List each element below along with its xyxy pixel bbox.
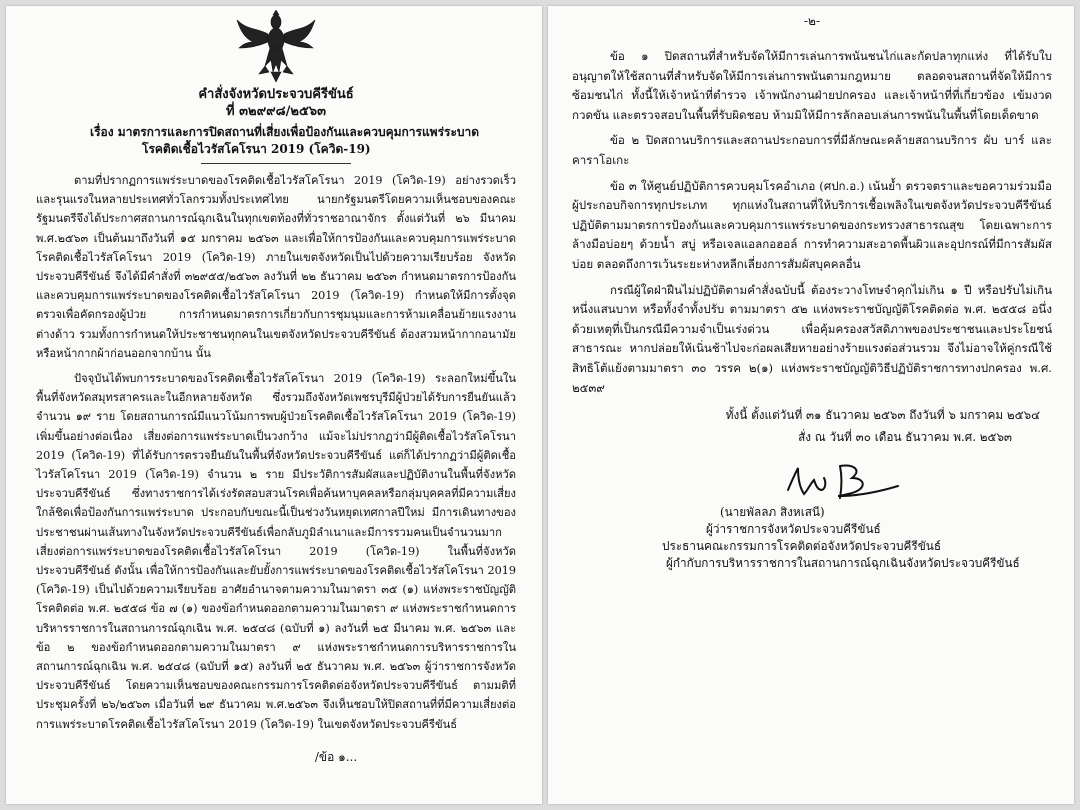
clause-1: ข้อ ๑ ปิดสถานที่สำหรับจัดให้มีการเล่นการพนันชนไก่และกัดปลาทุกแห่ง ที่ได้รับใบอนุญาตให้ใช้สถานที่สำหรับจัดให้มีการเล่นการพนันตามกฎหมาย ตลอดจนสถานที่จัดให้มีการซ้อมชนไก่ ทั้งนี้ให้เจ้าหน้าที่ตำรวจ เจ้าพนักงานฝ่ายปกครอง และเจ้าหน้าที่ที่เกี่ยวข้อง เข้มงวด กวดขัน และตรวจสอบในพื้นที่รับผิดชอบ ห้ามมิให้มีการลักลอบเล่นการพนันในพื้นที่โดยเด็ดขาด [572, 49, 1052, 122]
signer-name: (นายพัลลภ สิงหเสนี) [720, 505, 825, 520]
order-subject [36, 124, 516, 158]
signer-title-committee: ประธานคณะกรรมการโรคติดต่อจังหวัดประจวบคีรีขันธ์ [662, 539, 942, 554]
order-number: ที่ ๓๒๙๙๘/๒๕๖๓ [226, 104, 326, 119]
clause-2: ข้อ ๒ ปิดสถานบริการและสถานประกอบการที่มีลักษณะคล้ายสถานบริการ ผับ บาร์ และคาราโอเกะ [572, 133, 1052, 167]
effective-period: ทั้งนี้ ตั้งแต่วันที่ ๓๑ ธันวาคม ๒๕๖๓ ถึงวันที่ ๖ มกราคม ๒๕๖๔ [725, 408, 1040, 423]
document-page-1 [6, 6, 542, 804]
subject-line-2: โรคติดเชื้อไวรัสโคโรนา 2019 (โควิด-19) [142, 142, 371, 156]
continuation-marker: /ข้อ ๑... [314, 749, 358, 764]
signature-area [572, 460, 1052, 504]
paragraph-current-situation: ปัจจุบันได้พบการระบาดของโรคติดเชื้อไวรัสโคโรนา 2019 (โควิด-19) ระลอกใหม่ขึ้นในพื้นที่จังหวัดสมุทรสาครและในอีกหลายจังหวัด ซึ่งรวมถึงจังหวัดเพชรบุรีมีผู้ป่วยได้รับการยืนยันแล้ว จำนวน ๑๙ ราย โดยสถานการณ์มีแนวโน้มการพบผู้ป่วยโรคติดเชื้อไวรัสโคโรนา 2019 (โควิด-19) เพิ่มขึ้นอย่างต่อเนื่อง เสี่ยงต่อการแพร่ระบาดเป็นวงกว้าง แม้จะไม่ปรากฏว่ามีผู้ติดเชื้อไวรัสโคโรนา 2019 (โควิด-19) ที่ได้รับการตรวจยืนยันในพื้นที่จังหวัดประจวบคีรีขันธ์ แต่ก็ได้ปรากฏว่ามีผู้ติดเชื้อไวรัสโคโรนา 2019 (โควิด-19) จำนวน ๒ ราย มีประวัติการสัมผัสและปฏิบัติงานในพื้นที่จังหวัดประจวบคีรีขันธ์ ซึ่งทางราชการได้เร่งรัดสอบสวนโรคเพื่อค้นหาบุคคลหรือกลุ่มบุคคลที่มีความเสี่ยงใกล้ชิดเพื่อป้องกันการแพร่ระบาด ประกอบกับขณะนี้เป็นช่วงวันหยุดเทศกาลปีใหม่ มีการเดินทางของประชาชนผ่านเส้นทางในจังหวัดประจวบคีรีขันธ์เพื่อกลับภูมิลำเนาและมีการรวมคนเป็นจำนวนมากเสี่ยงต่อการแพร่ระบาดของโรคติดเชื้อไวรัสโคโรนา 2019 (โควิด-19) ในพื้นที่จังหวัดประจวบคีรีขันธ์ ดังนั้น เพื่อให้การป้องกันและยับยั้งการแพร่ระบาดของโรคติดเชื้อไวรัสโคโรนา 2019 (โควิด-19) เป็นไปด้วยความเรียบร้อย อาศัยอำนาจตามความในมาตรา ๓๕ (๑) แห่งพระราชบัญญัติโรคติดต่อ พ.ศ. ๒๕๕๘ ข้อ ๗ (๑) ของข้อกำหนดออกตามความในมาตรา ๙ แห่งพระราชกำหนดการบริหารราชการในสถานการณ์ฉุกเฉิน พ.ศ. ๒๕๔๘ (ฉบับที่ ๑) ลงวันที่ ๒๕ มีนาคม พ.ศ. ๒๕๖๓ และข้อ ๒ ของข้อกำหนดออกตามความในมาตรา ๙ แห่งพระราชกำหนดการบริหารราชการในสถานการณ์ฉุกเฉิน พ.ศ. ๒๕๔๘ (ฉบับที่ ๑๕) ลงวันที่ ๒๕ ธันวาคม พ.ศ. ๒๕๖๓ ผู้ว่าราชการจังหวัดประจวบคีรีขันธ์ โดยความเห็นชอบของคณะกรรมการโรคติดต่อจังหวัดประจวบคีรีขันธ์ ตามมติที่ประชุมครั้งที่ ๒๖/๒๕๖๓ เมื่อวันที่ ๒๙ ธันวาคม พ.ศ.๒๕๖๓ จึงเห็นชอบให้ปิดสถานที่ที่มีความเสี่ยงต่อการแพร่ระบาดโรคติดเชื้อไวรัสโคโรนา 2019 (โควิด-19) ในเขตจังหวัดประจวบคีรีขันธ์ [36, 372, 516, 731]
clause-3: ข้อ ๓ ให้ศูนย์ปฏิบัติการควบคุมโรคอำเภอ (ศปก.อ.) เน้นย้ำ ตรวจตราและขอความร่วมมือผู้ประกอบกิจการทุกประเภท ทุกแห่งในสถานที่ให้บริการเชื้อเพลิงในเขตจังหวัดประจวบคีรีขันธ์ ปฏิบัติตามมาตรการป้องกันและควบคุมการแพร่ระบาดของกระทรวงสาธารณสุข โดยเฉพาะการล้างมือบ่อยๆ ด้วยน้ำ สบู่ หรือเจลแอลกอฮอล์ การทำความสะอาดพื้นผิวและอุปกรณ์ที่มีการสัมผัสบ่อย ตลอดถึงการเว้นระยะห่างหลีกเลี่ยงการสัมผัสบุคคลอื่น [572, 178, 1052, 271]
paragraph-background: ตามที่ปรากฏการแพร่ระบาดของโรคติดเชื้อไวรัสโคโรนา 2019 (โควิด-19) อย่างรวดเร็วและรุนแรงในหลายประเทศทั่วโลกรวมทั้งประเทศไทย นายกรัฐมนตรีโดยความเห็นชอบของคณะรัฐมนตรีจึงได้ประกาศสถานการณ์ฉุกเฉินในทุกเขตท้องที่ทั่วราชอาณาจักร ตั้งแต่วันที่ ๒๖ มีนาคม พ.ศ.๒๕๖๓ เป็นต้นมาถึงวันที่ ๑๕ มกราคม ๒๕๖๓ และเพื่อให้การป้องกันและควบคุมการแพร่ระบาดโรคติดเชื้อไวรัสโคโรนา 2019 (โควิด-19) ภายในเขตจังหวัดเป็นไปด้วยความเรียบร้อย จังหวัดประจวบคีรีขันธ์ จึงได้มีคำสั่งที่ ๓๒๙๕๕/๒๕๖๓ ลงวันที่ ๒๒ ธันวาคม ๒๕๖๓ กำหนดมาตรการป้องกันและควบคุมการแพร่ระบาดของโรคติดเชื้อไวรัสโคโรนา 2019 (โควิด-19) กำหนดให้มีการตั้งจุดตรวจเพื่อคัดกรองผู้ป่วย การกำหนดมาตรการเกี่ยวกับการชุมนุมและการห้ามเคลื่อนย้ายแรงงานต่างด้าว รวมทั้งการกำหนดให้ประชาชนทุกคนในเขตจังหวัดประจวบคีรีขันธ์ ต้องสวมหน้ากากอนามัยหรือหน้ากากผ้าก่อนออกจากบ้าน นั้น [36, 174, 516, 360]
title-divider [201, 163, 351, 164]
page-number: -๒- [803, 14, 821, 28]
signer-block [572, 504, 1052, 572]
signature-icon [782, 460, 902, 504]
signer-title-governor: ผู้ว่าราชการจังหวัดประจวบคีรีขันธ์ [706, 522, 881, 537]
signer-title-emergency: ผู้กำกับการบริหารราชการในสถานการณ์ฉุกเฉินจังหวัดประจวบคีรีขันธ์ [666, 556, 1020, 571]
order-date: สั่ง ณ วันที่ ๓๐ เดือน ธันวาคม พ.ศ. ๒๕๖๓ [798, 430, 1012, 445]
penalty-clause: กรณีผู้ใดฝ่าฝืนไม่ปฏิบัติตามคำสั่งฉบับนี้ ต้องระวางโทษจำคุกไม่เกิน ๑ ปี หรือปรับไม่เกินหนึ่งแสนบาท หรือทั้งจำทั้งปรับ ตามมาตรา ๕๒ แห่งพระราชบัญญัติโรคติดต่อ พ.ศ. ๒๕๕๘ อนึ่ง ด้วยเหตุที่เป็นกรณีมีความจำเป็นเร่งด่วน เพื่อคุ้มครองสวัสดิภาพของประชาชนและประโยชน์สาธารณะ หากปล่อยให้เนิ่นช้าไปจะก่อผลเสียหายอย่างร้ายแรงต่อส่วนรวม จึงไม่อาจให้คู่กรณีใช้สิทธิโต้แย้งตามมาตรา ๓๐ วรรค ๒(๑) แห่งพระราชบัญญัติวิธีปฏิบัติราชการทางปกครอง พ.ศ. ๒๕๓๙ [572, 282, 1052, 395]
document-page-2 [548, 6, 1074, 804]
subject-line-1: เรื่อง มาตรการและการปิดสถานที่เสี่ยงเพื่อป้องกันและควบคุมการแพร่ระบาด [90, 125, 480, 139]
order-title: คำสั่งจังหวัดประจวบคีรีขันธ์ [198, 87, 354, 102]
garuda-emblem-icon [235, 10, 317, 84]
date-block [572, 404, 1052, 448]
